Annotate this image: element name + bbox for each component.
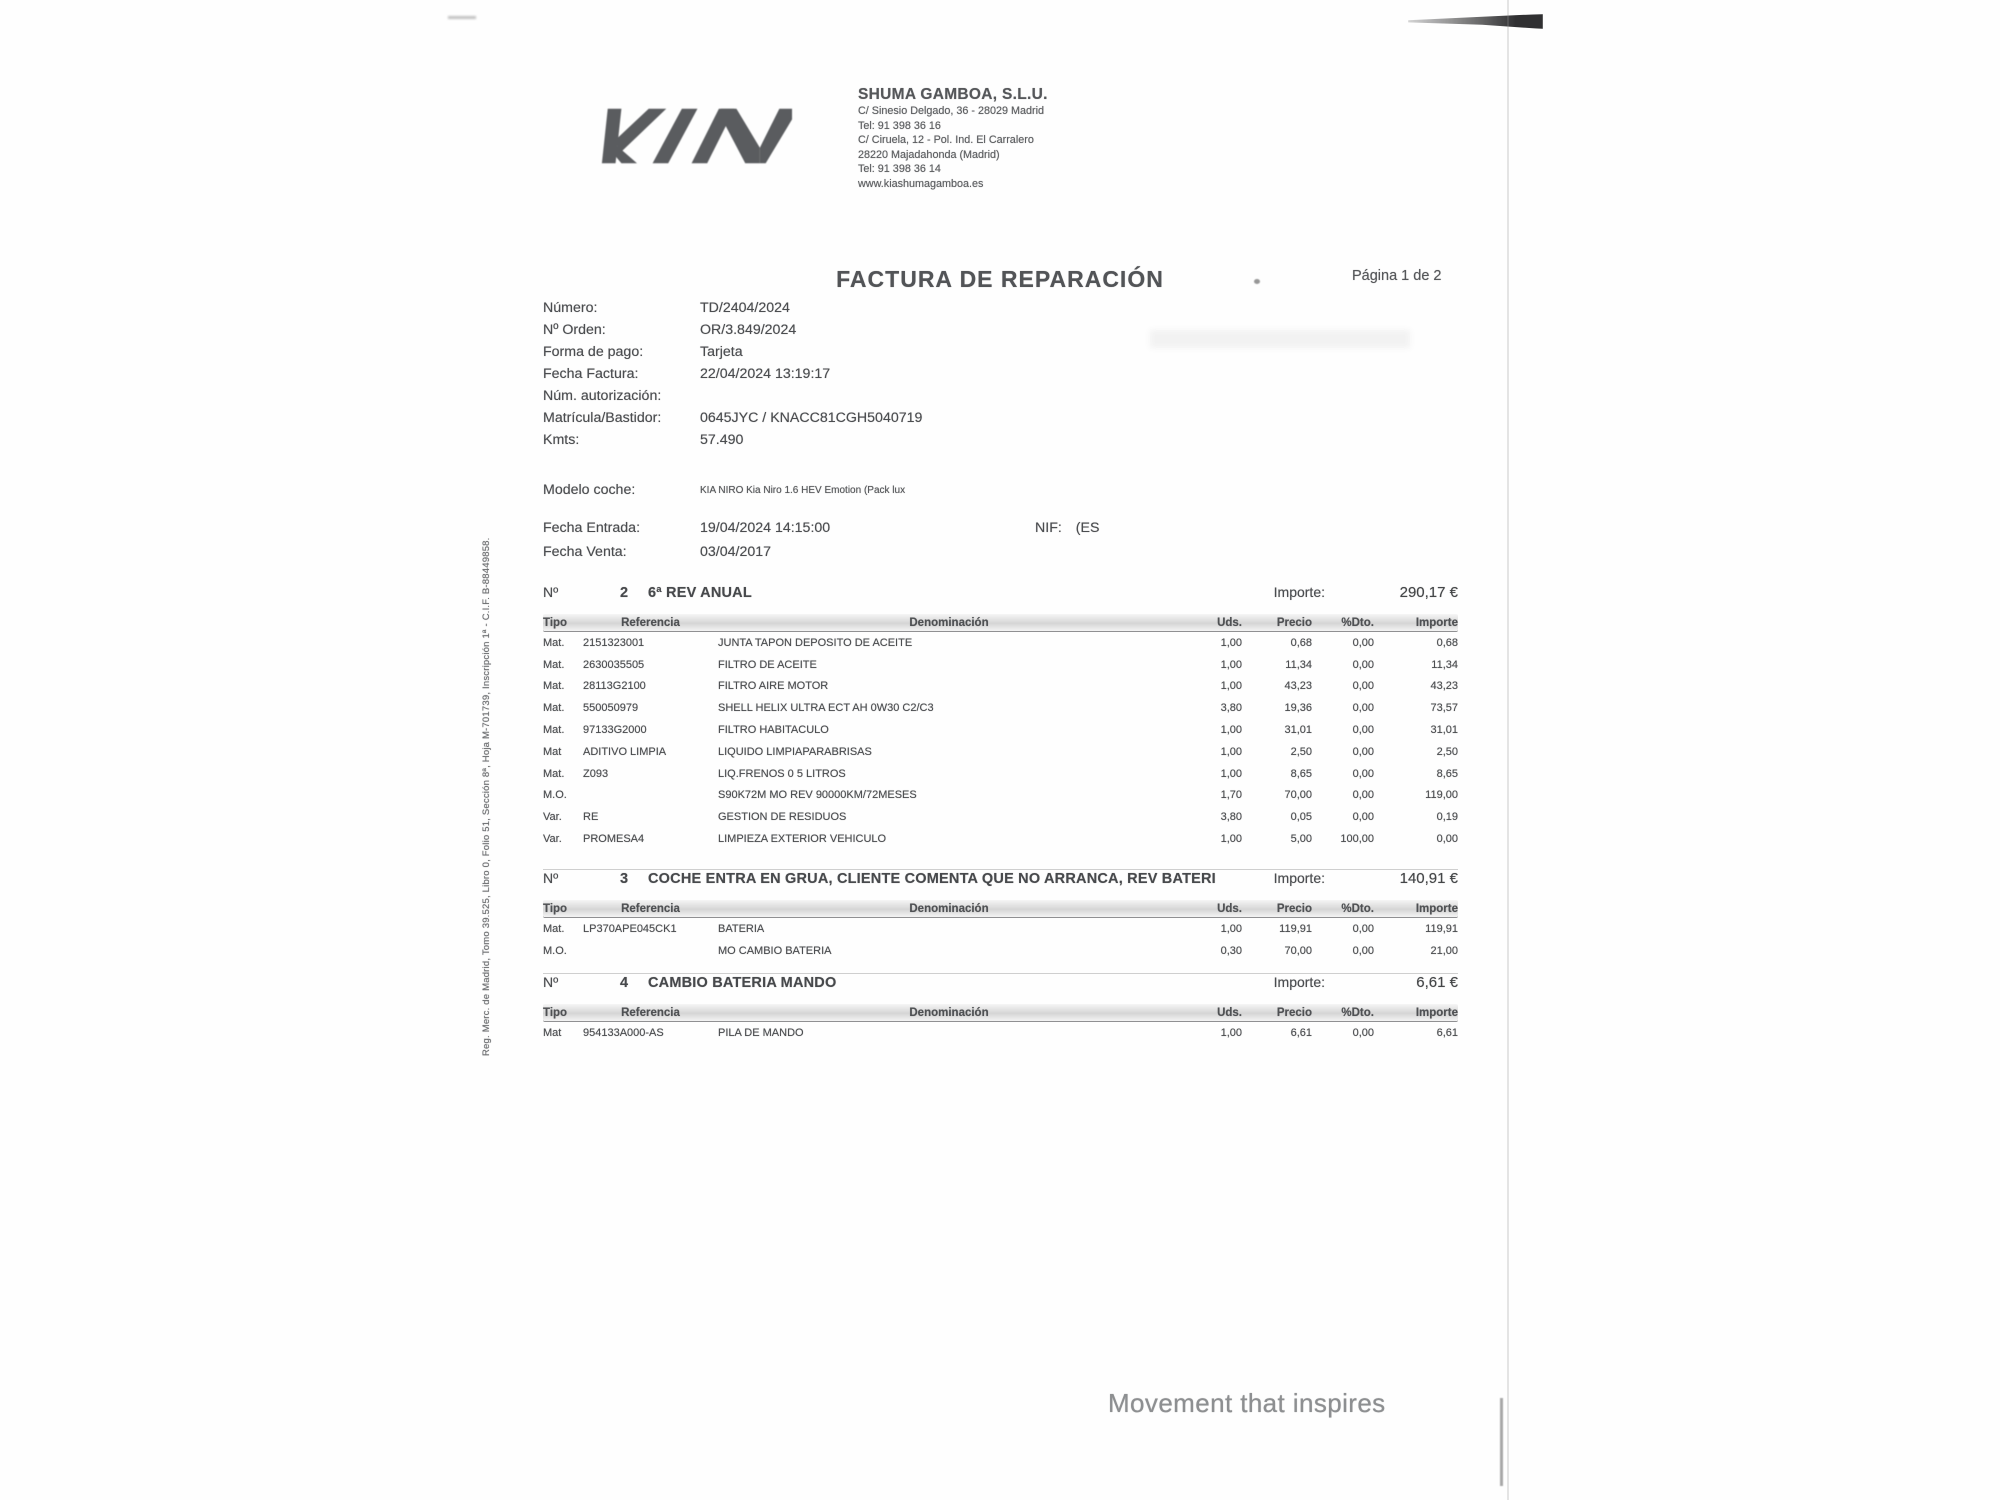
table-cell: Mat. xyxy=(543,658,565,671)
table-cell: 1,00 xyxy=(1220,745,1242,758)
repair-section xyxy=(543,869,1458,962)
table-cell: 6,61 xyxy=(1290,1026,1312,1039)
table-cell: Mat. xyxy=(543,636,565,649)
table-cell: 11,34 xyxy=(1285,658,1312,671)
table-cell: 73,57 xyxy=(1430,702,1458,715)
section-header xyxy=(543,870,1458,890)
table-cell: LP370APE045CK1 xyxy=(583,922,677,935)
table-row xyxy=(543,785,1458,807)
column-header: %Dto. xyxy=(1341,1006,1374,1019)
detail-value: OR/3.849/2024 xyxy=(700,322,797,338)
column-header: Tipo xyxy=(543,616,568,629)
detail-label: Forma de pago: xyxy=(543,344,644,360)
table-row xyxy=(543,719,1458,741)
company-website: www.kiashumagamboa.es xyxy=(858,177,984,190)
table-cell: 2630035505 xyxy=(583,658,645,671)
table-cell: 100,00 xyxy=(1340,833,1374,846)
vehicle-model-row xyxy=(543,482,905,498)
scan-artifact-bottom-edge xyxy=(1500,1398,1503,1486)
section-number-label: Nº xyxy=(543,974,559,990)
kia-logo xyxy=(598,92,793,180)
column-header: Uds. xyxy=(1217,616,1242,629)
table-cell: 1,00 xyxy=(1220,767,1242,780)
registry-text: Reg. Merc. de Madrid, Tomo 39.525, Libro 0, Folio 51, Sección 8ª, Hoja M-701739, Inscripción 1ª - C.I.F. B-88449858. xyxy=(481,537,492,1056)
column-header: Denominación xyxy=(909,902,989,915)
table-cell: Var. xyxy=(543,811,562,824)
table-cell: 0,00 xyxy=(1352,789,1374,802)
table-cell: 2,50 xyxy=(1290,745,1312,758)
table-header-row xyxy=(543,614,1458,632)
table-cell: FILTRO DE ACEITE xyxy=(718,658,817,671)
table-cell: 0,00 xyxy=(1352,724,1374,737)
table-cell: MO CAMBIO BATERIA xyxy=(718,944,832,957)
table-cell: 0,30 xyxy=(1220,944,1242,957)
table-cell: PILA DE MANDO xyxy=(718,1026,804,1039)
brand-slogan: Movement that inspires xyxy=(1108,1388,1386,1418)
table-row xyxy=(543,806,1458,828)
table-cell: 0,00 xyxy=(1352,1026,1374,1039)
column-header: Referencia xyxy=(621,1006,680,1019)
table-cell: 0,19 xyxy=(1436,811,1458,824)
table-cell: 0,00 xyxy=(1352,702,1374,715)
detail-value: 22/04/2024 13:19:17 xyxy=(700,366,831,382)
commercial-registry-note xyxy=(481,488,497,1056)
section-importe-value: 6,61 € xyxy=(1416,974,1458,991)
table-cell: 0,00 xyxy=(1352,636,1374,649)
table-cell: BATERIA xyxy=(718,922,765,935)
table-cell: 1,00 xyxy=(1220,833,1242,846)
company-phone-line: Tel: 91 398 36 14 xyxy=(858,163,941,176)
table-cell: M.O. xyxy=(543,944,567,957)
column-header: Denominación xyxy=(909,1006,989,1019)
table-cell: Mat xyxy=(543,1026,562,1039)
table-cell: 8,65 xyxy=(1290,767,1312,780)
table-cell: 31,01 xyxy=(1430,724,1458,737)
detail-label: Fecha Factura: xyxy=(543,366,639,382)
detail-value: 0645JYC / KNACC81CGH5040719 xyxy=(700,410,923,426)
table-cell: 31,01 xyxy=(1284,724,1312,737)
table-header-row xyxy=(543,900,1458,918)
table-cell: Mat. xyxy=(543,922,565,935)
table-cell: 1,00 xyxy=(1220,636,1242,649)
table-cell: Mat. xyxy=(543,702,565,715)
table-cell: Mat. xyxy=(543,680,565,693)
table-cell: M.O. xyxy=(543,789,567,802)
company-address-line: C/ Ciruela, 12 - Pol. Ind. El Carralero xyxy=(858,134,1034,147)
table-cell: 5,00 xyxy=(1290,833,1312,846)
entry-date-row xyxy=(543,520,830,536)
kia-logo-icon xyxy=(598,92,793,180)
table-cell: 0,00 xyxy=(1352,944,1374,957)
table-cell: Mat. xyxy=(543,767,565,780)
column-header: Referencia xyxy=(621,902,680,915)
table-row xyxy=(543,918,1458,940)
section-title: CAMBIO BATERIA MANDO xyxy=(648,975,837,991)
nif-value: (ES xyxy=(1075,520,1100,536)
invoice-details xyxy=(543,300,1163,454)
section-importe-label: Importe: xyxy=(1273,974,1325,990)
company-address-line: 28220 Majadahonda (Madrid) xyxy=(858,148,1000,161)
detail-label: Matrícula/Bastidor: xyxy=(543,410,662,426)
table-header-row xyxy=(543,1004,1458,1022)
table-row xyxy=(543,741,1458,763)
table-cell: 2151323001 xyxy=(583,636,645,649)
table-cell: 119,91 xyxy=(1279,922,1312,935)
table-cell: ADITIVO LIMPIA xyxy=(583,745,667,758)
company-info xyxy=(858,86,1188,192)
column-header: Uds. xyxy=(1217,902,1242,915)
column-header: %Dto. xyxy=(1341,902,1374,915)
table-cell: 3,80 xyxy=(1220,702,1242,715)
detail-row xyxy=(543,322,1163,344)
scan-artifact-top-right-streak xyxy=(1408,14,1543,29)
section-number-label: Nº xyxy=(543,584,559,600)
detail-label: Núm. autorización: xyxy=(543,388,662,404)
section-title: 6ª REV ANUAL xyxy=(648,585,752,601)
column-header: Importe xyxy=(1415,616,1458,629)
detail-row xyxy=(543,410,1163,432)
detail-row xyxy=(543,366,1163,388)
table-row xyxy=(543,632,1458,654)
sale-date-row xyxy=(543,544,771,560)
table-row xyxy=(543,676,1458,698)
table-cell: 19,36 xyxy=(1284,702,1312,715)
vehicle-model-value: KIA NIRO Kia Niro 1.6 HEV Emotion (Pack lux xyxy=(700,485,906,496)
table-cell: LIMPIEZA EXTERIOR VEHICULO xyxy=(718,833,887,846)
table-cell: Mat. xyxy=(543,724,565,737)
section-number: 3 xyxy=(620,871,629,887)
table-cell: 1,00 xyxy=(1220,680,1242,693)
column-header: Importe xyxy=(1415,902,1458,915)
table-cell: 1,00 xyxy=(1220,1026,1242,1039)
section-header xyxy=(543,974,1458,994)
company-address-line: C/ Sinesio Delgado, 36 - 28029 Madrid xyxy=(858,105,1045,117)
column-header: Precio xyxy=(1276,902,1312,915)
table-cell: 0,68 xyxy=(1290,636,1312,649)
table-row xyxy=(543,940,1458,962)
table-cell: 43,23 xyxy=(1430,680,1458,693)
column-header: Tipo xyxy=(543,1006,568,1019)
sale-date-label: Fecha Venta: xyxy=(543,544,627,560)
table-cell: LIQUIDO LIMPIAPARABRISAS xyxy=(718,745,872,758)
table-cell: 8,65 xyxy=(1436,767,1458,780)
scan-artifact-page-edge xyxy=(1507,0,1509,1500)
table-cell: 70,00 xyxy=(1284,944,1312,957)
nif-row xyxy=(1035,520,1099,536)
table-row xyxy=(543,697,1458,719)
table-cell: 1,00 xyxy=(1220,922,1242,935)
section-header xyxy=(543,584,1458,604)
column-header: Uds. xyxy=(1217,1006,1242,1019)
column-header: Importe xyxy=(1415,1006,1458,1019)
detail-label: Número: xyxy=(543,300,598,316)
table-cell: LIQ.FRENOS 0 5 LITROS xyxy=(718,767,846,780)
page-indicator: Página 1 de 2 xyxy=(1352,268,1442,284)
column-header: Tipo xyxy=(543,902,568,915)
table-cell: 0,00 xyxy=(1352,767,1374,780)
repair-section xyxy=(543,973,1458,1044)
section-number: 2 xyxy=(620,585,629,601)
nif-label: NIF: xyxy=(1035,520,1062,536)
table-cell: Z093 xyxy=(583,767,609,780)
section-title: COCHE ENTRA EN GRUA, CLIENTE COMENTA QUE NO ARRANCA, REV BATERI xyxy=(648,871,1216,887)
table-cell: 0,05 xyxy=(1290,811,1312,824)
table-cell: 0,68 xyxy=(1436,636,1458,649)
table-cell: 1,00 xyxy=(1220,658,1242,671)
table-row xyxy=(543,1022,1458,1044)
detail-value xyxy=(700,388,1163,410)
table-cell: 0,00 xyxy=(1436,833,1458,846)
table-cell: FILTRO AIRE MOTOR xyxy=(718,680,829,693)
section-number: 4 xyxy=(620,975,629,991)
table-row xyxy=(543,654,1458,676)
detail-row xyxy=(543,300,1163,322)
detail-value: TD/2404/2024 xyxy=(700,300,790,316)
column-header: Precio xyxy=(1276,1006,1312,1019)
column-header: Denominación xyxy=(909,616,989,629)
section-importe-label: Importe: xyxy=(1273,584,1325,600)
table-cell: PROMESA4 xyxy=(583,833,645,846)
scan-artifact-top-left-dash xyxy=(448,16,476,19)
column-header: Referencia xyxy=(621,616,680,629)
table-cell: 2,50 xyxy=(1436,745,1458,758)
sale-date-value: 03/04/2017 xyxy=(700,544,772,560)
table-cell: 1,70 xyxy=(1220,789,1242,802)
table-cell: FILTRO HABITACULO xyxy=(718,724,829,737)
detail-label: Kmts: xyxy=(543,432,580,448)
table-cell: RE xyxy=(583,811,599,824)
table-cell: 28113G2100 xyxy=(583,680,646,693)
table-cell: 70,00 xyxy=(1284,789,1312,802)
column-header: Precio xyxy=(1276,616,1312,629)
table-cell: 11,34 xyxy=(1431,658,1458,671)
table-cell: S90K72M MO REV 90000KM/72MESES xyxy=(718,789,917,802)
repair-section xyxy=(543,584,1458,850)
table-cell: 97133G2000 xyxy=(583,724,647,737)
table-cell: Var. xyxy=(543,833,562,846)
section-importe-label: Importe: xyxy=(1273,870,1325,886)
table-row xyxy=(543,763,1458,785)
detail-label: Nº Orden: xyxy=(543,322,606,338)
table-cell: 0,00 xyxy=(1352,811,1374,824)
table-row xyxy=(543,828,1458,850)
column-header: %Dto. xyxy=(1341,616,1374,629)
table-cell: GESTION DE RESIDUOS xyxy=(718,811,847,824)
detail-row xyxy=(543,432,1163,454)
table-cell: 21,00 xyxy=(1430,944,1458,957)
table-cell: 119,91 xyxy=(1425,922,1458,935)
entry-date-label: Fecha Entrada: xyxy=(543,520,641,536)
table-cell: JUNTA TAPON DEPOSITO DE ACEITE xyxy=(718,636,913,649)
table-cell: 0,00 xyxy=(1352,922,1374,935)
detail-row xyxy=(543,344,1163,366)
table-cell: 119,00 xyxy=(1425,789,1458,802)
detail-value: 57.490 xyxy=(700,432,744,448)
scan-artifact-smudge xyxy=(1150,330,1410,348)
company-name: SHUMA GAMBOA, S.L.U. xyxy=(858,86,1048,103)
section-importe-value: 290,17 € xyxy=(1399,584,1458,601)
table-cell: 550050979 xyxy=(583,702,639,715)
table-cell: 1,00 xyxy=(1220,724,1242,737)
table-cell: 43,23 xyxy=(1284,680,1312,693)
section-importe-value: 140,91 € xyxy=(1399,870,1458,887)
section-number-label: Nº xyxy=(543,870,559,886)
company-phone-line: Tel: 91 398 36 16 xyxy=(858,119,941,132)
table-cell: 3,80 xyxy=(1220,811,1242,824)
table-cell: 954133A000-AS xyxy=(583,1026,664,1039)
vehicle-model-label: Modelo coche: xyxy=(543,482,636,498)
table-cell: 0,00 xyxy=(1352,745,1374,758)
table-cell: SHELL HELIX ULTRA ECT AH 0W30 C2/C3 xyxy=(718,702,934,715)
detail-row xyxy=(543,388,1163,410)
table-cell: 6,61 xyxy=(1436,1026,1458,1039)
entry-date-value: 19/04/2024 14:15:00 xyxy=(700,520,831,536)
table-cell: 0,00 xyxy=(1352,680,1374,693)
table-cell: 0,00 xyxy=(1352,658,1374,671)
document-title: FACTURA DE REPARACIÓN xyxy=(836,266,1164,292)
detail-value: Tarjeta xyxy=(700,344,743,360)
table-cell: Mat xyxy=(543,745,562,758)
